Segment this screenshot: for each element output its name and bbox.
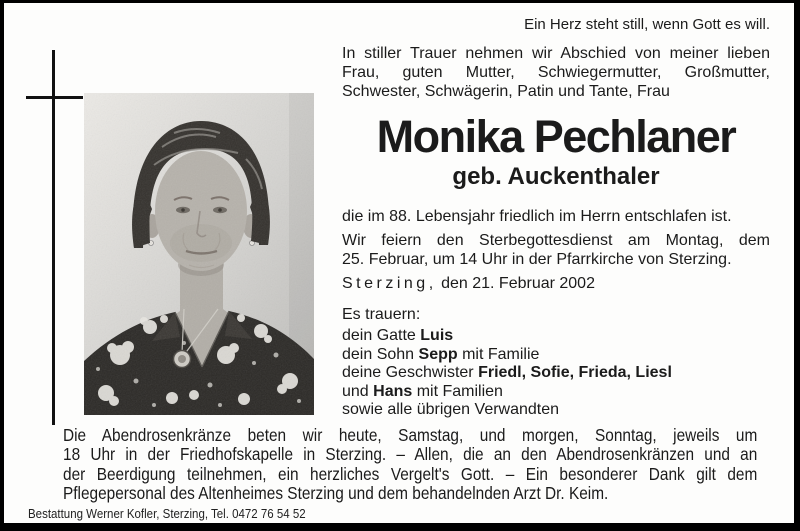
notice-line: Pflegepersonal des Altenheimes Sterzing und dem behandelnden Arzt Dr. Keim. (63, 482, 609, 503)
intro-line: Frau, guten Mutter, Schwiegermutter, Großmutter, (342, 64, 770, 81)
dateline-place: Sterzing, (342, 275, 437, 292)
mourner-line: sowie alle übrigen Verwandten (342, 401, 560, 418)
notice-line: der Beerdigung teilnehmen, ein herzliches Vergelt's Gott. – Ein besonderer Dank gilt dem (63, 464, 758, 484)
service-line: Wir feiern den Sterbegottesdienst am Montag, dem (342, 232, 770, 249)
cross-horizontal-bar (26, 96, 83, 99)
funeral-home-footer: Bestattung Werner Kofler, Sterzing, Tel. 0472 76 54 52 (28, 507, 306, 521)
maiden-name: geb. Auckenthaler (452, 163, 660, 190)
motto: Ein Herz steht still, wenn Gott es will. (524, 16, 770, 33)
mourning-header: Es trauern: (342, 306, 421, 323)
mourner-line: deine Geschwister Friedl, Sofie, Frieda, Liesl (342, 364, 672, 381)
deceased-name: Monika Pechlaner (376, 111, 736, 162)
dateline (342, 275, 770, 293)
service-line: 25. Februar, um 14 Uhr in der Pfarrkirche von Sterzing. (342, 251, 732, 268)
cross-vertical-bar (52, 50, 55, 425)
intro-line: In stiller Trauer nehmen wir Abschied von meiner lieben (342, 45, 770, 62)
notice-line: Die Abendrosenkränze beten wir heute, Samstag, und morgen, Sonntag, jeweils um (63, 426, 758, 445)
notice-paragraph (63, 426, 757, 503)
dateline-date: den 21. Februar 2002 (436, 275, 595, 292)
mourners-list (342, 327, 770, 420)
intro-line: Schwester, Schwägerin, Patin und Tante, Frau (342, 83, 670, 100)
intro-paragraph (342, 44, 770, 101)
service-paragraph (342, 231, 770, 269)
notice-line: 18 Uhr in der Friedhofskapelle in Sterzing. – Allen, die an den Abendrosenkränzen und an (63, 445, 758, 465)
death-line: die im 88. Lebensjahr friedlich im Herrn entschlafen ist. (342, 208, 732, 225)
mourner-line: und Hans mit Familien (342, 382, 503, 400)
mourner-line: dein Gatte Luis (342, 327, 454, 344)
mourner-line: dein Sohn Sepp mit Familie (342, 345, 540, 363)
portrait-photo (84, 93, 314, 415)
